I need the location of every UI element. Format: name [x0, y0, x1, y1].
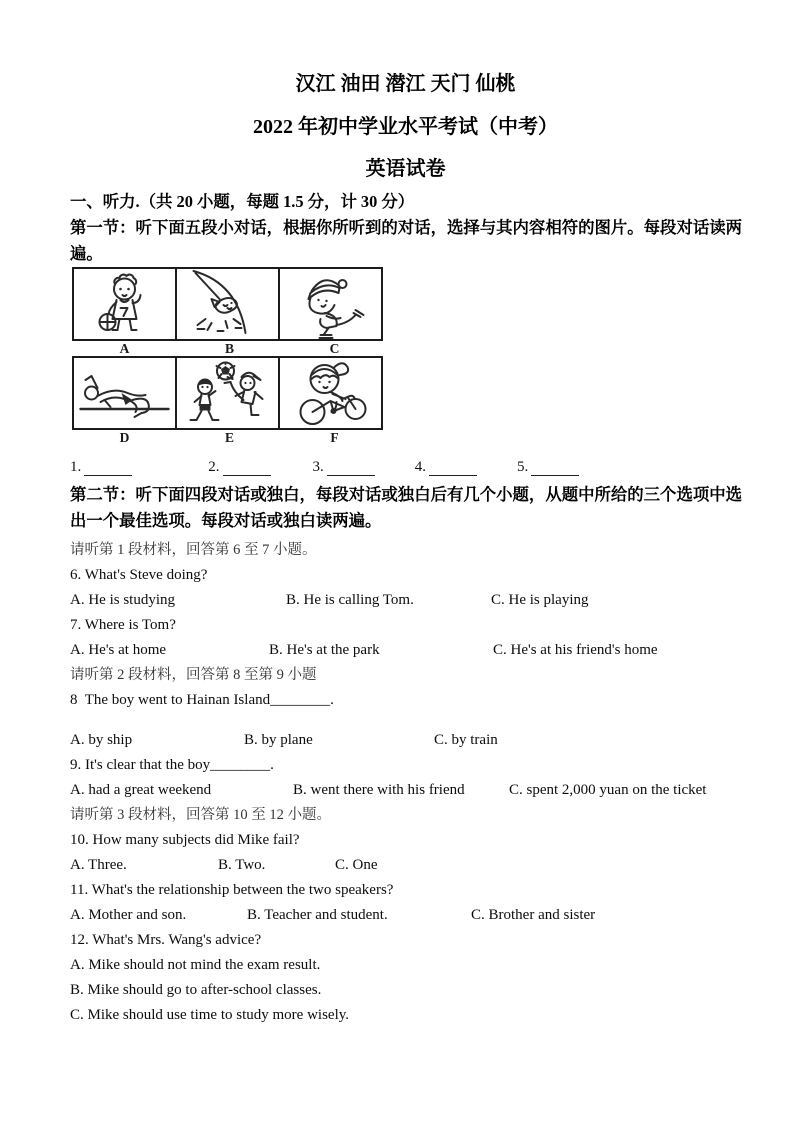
answer-blank-3	[313, 458, 375, 476]
question-7-stem: 7. Where is Tom?	[70, 617, 176, 633]
fishing-icon	[177, 269, 278, 339]
part-1-instructions: 第一节：听下面五段小对话，根据你所听到的对话，选择与其内容相符的图片。每段对话读两遍。	[70, 218, 743, 263]
question-8-stem: 8 The boy went to Hainan Island________.	[70, 692, 334, 708]
material-3-note: 请听第 3 段材料，回答第 10 至 12 小题。	[70, 807, 331, 823]
question-11-options	[70, 903, 741, 928]
section-1-heading: 一、听力.（共 20 小题，每题 1.5 分，计 30 分）	[70, 192, 415, 211]
blank-number: 5.	[517, 459, 529, 475]
picture-label-b: B	[224, 341, 234, 356]
blank-underline	[223, 460, 271, 476]
option-12-b: B. Mike should go to after-school classes.	[70, 982, 322, 998]
picture-b-fishing	[175, 267, 280, 341]
option-10-a: A. Three.	[70, 857, 127, 873]
picture-label-a: A	[119, 341, 130, 356]
part-2-instructions: 第二节：听下面四段对话或独白，每段对话或独白后有几个小题，从题中所给的三个选项中选出一个最佳选项。每段对话或独白读两遍。	[70, 485, 743, 530]
blank-number: 1.	[70, 459, 82, 475]
blank-underline	[84, 460, 132, 476]
option-10-b: B. Two.	[218, 857, 266, 873]
picture-label-c: C	[329, 341, 340, 356]
blank-underline	[531, 460, 579, 476]
option-7-a: A. He's at home	[70, 642, 167, 658]
region-title: 汉江 油田 潜江 天门 仙桃	[295, 73, 516, 95]
football-kids-icon	[177, 358, 278, 428]
ice-skating-icon	[280, 269, 381, 339]
picture-labels-row-2	[72, 430, 388, 446]
option-8-c: C. by train	[434, 732, 498, 748]
picture-c-skating	[278, 267, 383, 341]
option-7-b: B. He's at the park	[269, 642, 380, 658]
option-7-c: C. He's at his friend's home	[493, 642, 658, 658]
blank-number: 4.	[414, 459, 426, 475]
option-6-c: C. He is playing	[491, 592, 589, 608]
question-10-options	[70, 853, 741, 878]
picture-label-d: D	[119, 430, 130, 445]
option-9-c: C. spent 2,000 yuan on the ticket	[509, 782, 707, 798]
exam-title: 2022 年初中学业水平考试（中考）	[253, 116, 558, 138]
question-9-stem: 9. It's clear that the boy________.	[70, 757, 274, 773]
option-9-a: A. had a great weekend	[70, 782, 212, 798]
question-10-stem: 10. How many subjects did Mike fail?	[70, 832, 300, 848]
question-6-stem: 6. What's Steve doing?	[70, 567, 208, 583]
answer-blank-4	[415, 458, 477, 476]
option-11-a: A. Mother and son.	[70, 907, 187, 923]
picture-f-cycling	[278, 356, 383, 430]
option-11-c: C. Brother and sister	[471, 907, 596, 923]
listening-questions	[70, 538, 741, 1028]
picture-row-1	[72, 267, 388, 341]
picture-label-f: F	[330, 430, 339, 445]
picture-labels-row-1	[72, 341, 388, 356]
blank-underline	[327, 460, 375, 476]
high-jump-icon	[74, 358, 175, 428]
answer-blanks-row	[70, 454, 741, 476]
answer-blank-1	[70, 458, 132, 476]
subject-title: 英语试卷	[365, 158, 446, 180]
picture-grid	[72, 267, 388, 446]
question-6-options	[70, 588, 741, 613]
question-11-stem: 11. What's the relationship between the two speakers?	[70, 882, 394, 898]
question-7-options	[70, 638, 741, 663]
option-10-c: C. One	[335, 857, 378, 873]
material-1-note: 请听第 1 段材料，回答第 6 至 7 小题。	[70, 542, 317, 558]
option-8-b: B. by plane	[244, 732, 313, 748]
picture-a-basketball	[72, 267, 177, 341]
answer-blank-5	[517, 458, 579, 476]
option-8-a: A. by ship	[70, 732, 133, 748]
option-6-b: B. He is calling Tom.	[286, 592, 414, 608]
option-11-b: B. Teacher and student.	[247, 907, 388, 923]
option-9-b: B. went there with his friend	[293, 782, 465, 798]
basketball-boy-icon	[74, 269, 175, 339]
blank-underline	[429, 460, 477, 476]
question-9-options	[70, 778, 741, 803]
blank-number: 3.	[312, 459, 324, 475]
option-12-a: A. Mike should not mind the exam result.	[70, 957, 321, 973]
answer-blank-2	[208, 458, 270, 476]
question-8-options	[70, 728, 741, 753]
picture-label-e: E	[224, 430, 234, 445]
blank-number: 2.	[208, 459, 220, 475]
picture-e-football	[175, 356, 280, 430]
picture-d-high-jump	[72, 356, 177, 430]
material-2-note: 请听第 2 段材料，回答第 8 至第 9 小题	[70, 667, 317, 683]
picture-row-2	[72, 356, 388, 430]
question-12-stem: 12. What's Mrs. Wang's advice?	[70, 932, 262, 948]
option-12-c: C. Mike should use time to study more wisely.	[70, 1007, 350, 1023]
option-6-a: A. He is studying	[70, 592, 175, 608]
bicycle-girl-icon	[280, 358, 381, 428]
